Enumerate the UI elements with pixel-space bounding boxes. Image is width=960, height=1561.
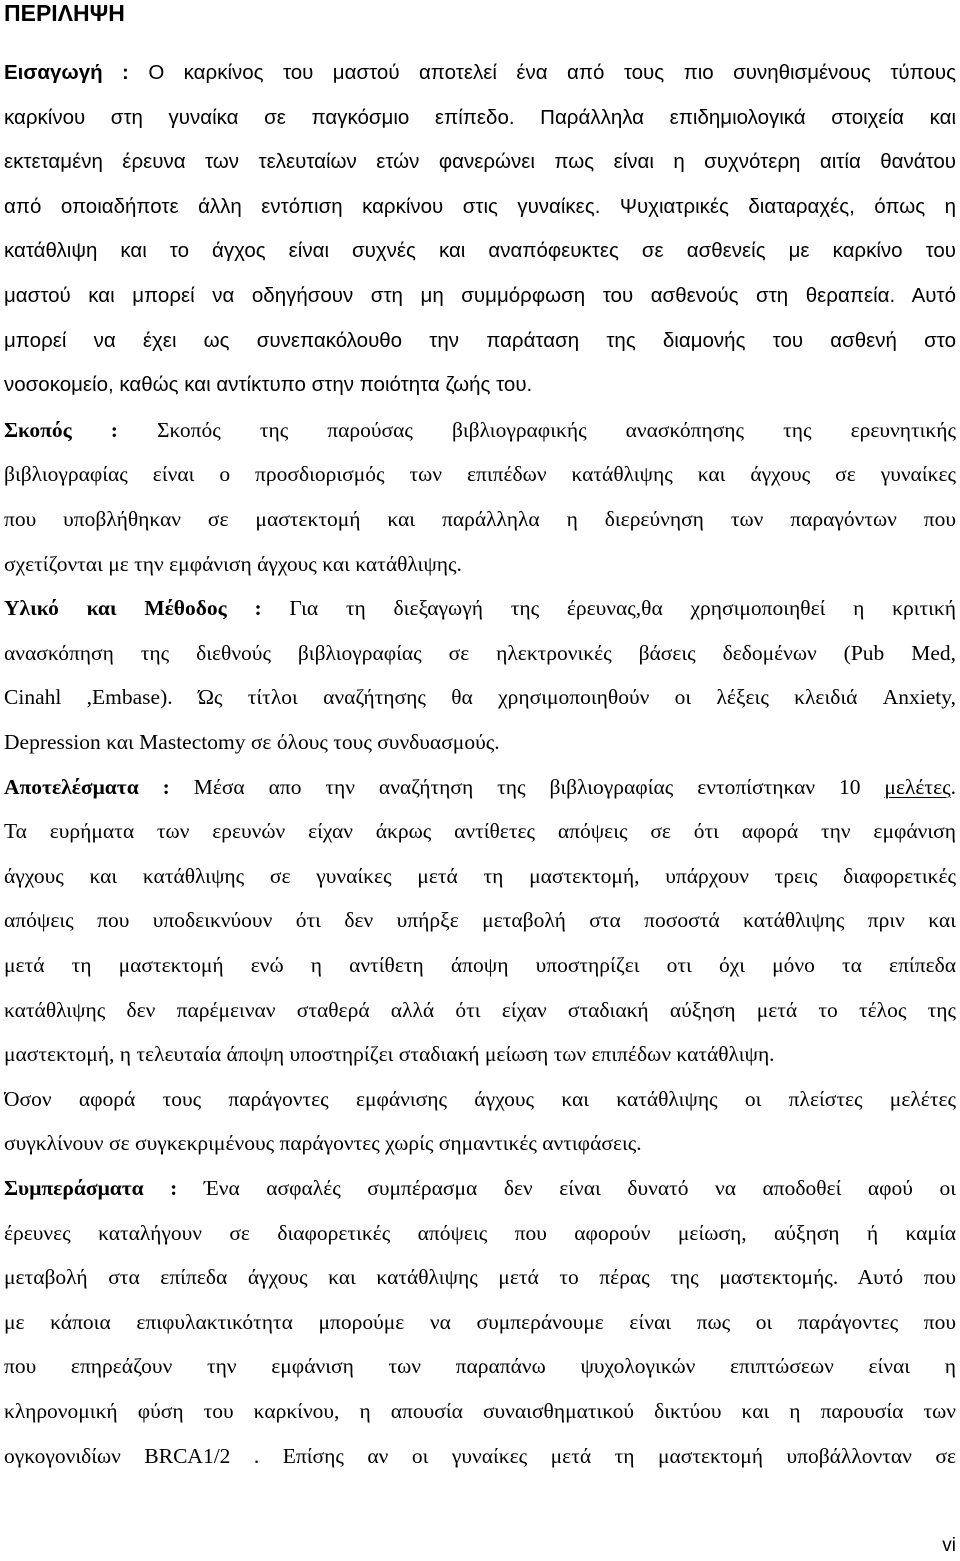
text-run: καρκίνου στη γυναίκα σε παγκόσμιο επίπεδο. Παράλληλα επιδημιολογικά στοιχεία και xyxy=(4,105,956,129)
text-run: απόψεις που υποδεικνύουν ότι δεν υπήρξε μεταβολή στα ποσοστά κατάθλιψης πριν και xyxy=(4,908,956,933)
text-line xyxy=(4,854,956,898)
text-run: μαστεκτομή, η τελευταία άποψη υποστηρίζει σταδιακή μείωση των επιπέδων κατάθλιψη. xyxy=(4,1042,775,1067)
text-line xyxy=(4,140,956,184)
text-run: που υποβλήθηκαν σε μαστεκτομή και παράλληλα η διερεύνηση των παραγόντων που xyxy=(4,507,956,531)
text-run: Depression και Mastectomy σε όλους τους συνδυασμούς. xyxy=(4,730,500,754)
text-run: κατάθλιψης δεν παρέμειναν σταθερά αλλά ότι είχαν σταδιακή αύξηση μετά το τέλος της xyxy=(4,997,956,1022)
text-line xyxy=(4,631,956,675)
section-heading: Συμπεράσματα : xyxy=(4,1176,178,1200)
text-line xyxy=(4,898,956,942)
text-line xyxy=(4,408,956,452)
text-run: μεταβολή στα επίπεδα άγχους και κατάθλιψης μετά το πέρας της μαστεκτομής. Αυτό που xyxy=(4,1265,956,1290)
text-run: Σκοπός της παρούσας βιβλιογραφικής ανασκόπησης της ερευνητικής xyxy=(117,417,956,442)
section-heading: Εισαγωγή : xyxy=(4,61,129,84)
text-line xyxy=(4,452,956,496)
text-run: Ο καρκίνος του μαστού αποτελεί ένα από τους πιο συνηθισμένους τύπους xyxy=(128,61,956,84)
page-number: vi xyxy=(942,1535,956,1556)
text-run: Ένα ασφαλές συμπέρασμα δεν είναι δυνατό να αποδοθεί αφού οι xyxy=(177,1176,956,1200)
text-line xyxy=(4,1032,956,1076)
text-run: ανασκόπηση της διεθνούς βιβλιογραφίας σε ηλεκτρονικές βάσεις δεδομένων (Pub Med, xyxy=(4,640,956,665)
section-heading: Σκοπός : xyxy=(4,417,118,442)
text-line xyxy=(4,185,956,229)
text-line xyxy=(4,1211,956,1255)
text-run: έρευνες καταλήγουν σε διαφορετικές απόψεις που αφορούν μείωση, αύξηση ή καμία xyxy=(4,1220,956,1245)
text-line xyxy=(4,586,956,630)
text-line xyxy=(4,497,956,541)
text-run: που επηρεάζουν την εμφάνιση των παραπάνω ψυχολογικών επιπτώσεων είναι η xyxy=(4,1354,956,1379)
text-run: Cinahl ,Embase). Ώς τίτλοι αναζήτησης θα χρησιμοποιηθούν οι λέξεις κλειδιά Anxiety, xyxy=(4,685,956,710)
text-run: Για τη διεξαγωγή της έρευνας,θα χρησιμοποιηθεί η κριτική xyxy=(261,596,956,621)
text-run: άγχους και κατάθλιψης σε γυναίκες μετά τη μαστεκτομή, υπάρχουν τρεις διαφορετικές xyxy=(4,863,956,888)
text-line xyxy=(4,229,956,273)
text-line xyxy=(4,1077,956,1121)
text-line xyxy=(4,51,956,95)
text-line xyxy=(4,720,956,764)
section-heading: Αποτελέσματα : xyxy=(4,774,170,799)
text-line xyxy=(4,274,956,318)
text-line xyxy=(4,809,956,853)
text-line xyxy=(4,1344,956,1388)
text-line xyxy=(4,1434,956,1478)
text-run: μετά τη μαστεκτομή ενώ η αντίθετη άποψη υποστηρίζει οτι όχι μόνο τα επίπεδα xyxy=(4,953,956,977)
text-run: μελέτες xyxy=(884,774,951,799)
text-line xyxy=(4,1300,956,1344)
text-line xyxy=(4,1166,956,1210)
text-run: εκτεταμένη έρευνα των τελευταίων ετών φανερώνει πως είναι η συχνότερη αιτία θανάτου xyxy=(4,150,956,174)
text-run: μπορεί να έχει ως συνεπακόλουθο την παράταση της διαμονής του ασθενή στο xyxy=(4,328,956,352)
text-run: Τα ευρήματα των ερευνών είχαν άκρως αντίθετες απόψεις σε ότι αφορά την εμφάνιση xyxy=(4,819,956,844)
text-run: . xyxy=(950,774,956,799)
text-line xyxy=(4,988,956,1032)
text-line xyxy=(4,1121,956,1165)
text-line xyxy=(4,765,956,809)
text-line xyxy=(4,675,956,719)
text-run: συγκλίνουν σε συγκεκριμένους παράγοντες χωρίς σημαντικές αντιφάσεις. xyxy=(4,1131,642,1156)
page-title: ΠΕΡΙΛΗΨΗ xyxy=(4,0,125,26)
text-run: από οποιαδήποτε άλλη εντόπιση καρκίνου στις γυναίκες. Ψυχιατρικές διαταραχές, όπως η xyxy=(4,194,956,218)
text-line xyxy=(4,363,956,407)
text-run: βιβλιογραφίας είναι ο προσδιορισμός των επιπέδων κατάθλιψης και άγχους σε γυναίκες xyxy=(4,462,956,487)
text-run: νοσοκομείο, καθώς και αντίκτυπο στην ποιότητα ζωής του. xyxy=(4,373,533,397)
text-run: μαστού και μπορεί να οδηγήσουν στη μη συμμόρφωση του ασθενούς στη θεραπεία. Αυτό xyxy=(4,284,956,307)
text-line xyxy=(4,96,956,140)
text-run: κατάθλιψη και το άγχος είναι συχνές και αναπόφευκτες σε ασθενείς με καρκίνο του xyxy=(4,239,956,263)
text-line xyxy=(4,1255,956,1299)
section-heading: Υλικό και Μέθοδος : xyxy=(4,596,262,621)
text-line xyxy=(4,1389,956,1433)
text-line xyxy=(4,542,956,586)
text-run: ογκογονιδίων BRCA1/2 . Επίσης αν οι γυναίκες μετά τη μαστεκτομή υποβάλλονταν σε xyxy=(4,1443,956,1468)
text-run: σχετίζονται με την εμφάνιση άγχους και κατάθλιψης. xyxy=(4,551,462,576)
text-run: κληρονομική φύση του καρκίνου, η απουσία συναισθηματικού δικτύου και η παρουσία των xyxy=(4,1399,956,1423)
text-run: Μέσα απο την αναζήτηση της βιβλιογραφίας εντοπίστηκαν 10 xyxy=(169,774,885,799)
text-run: με κάποια επιφυλακτικότητα μπορούμε να συμπεράνουμε είναι πως οι παράγοντες που xyxy=(4,1309,956,1334)
text-run: Όσον αφορά τους παράγοντες εμφάνισης άγχους και κατάθλιψης οι πλείστες μελέτες xyxy=(4,1086,956,1111)
text-line xyxy=(4,943,956,987)
text-line xyxy=(4,319,956,363)
